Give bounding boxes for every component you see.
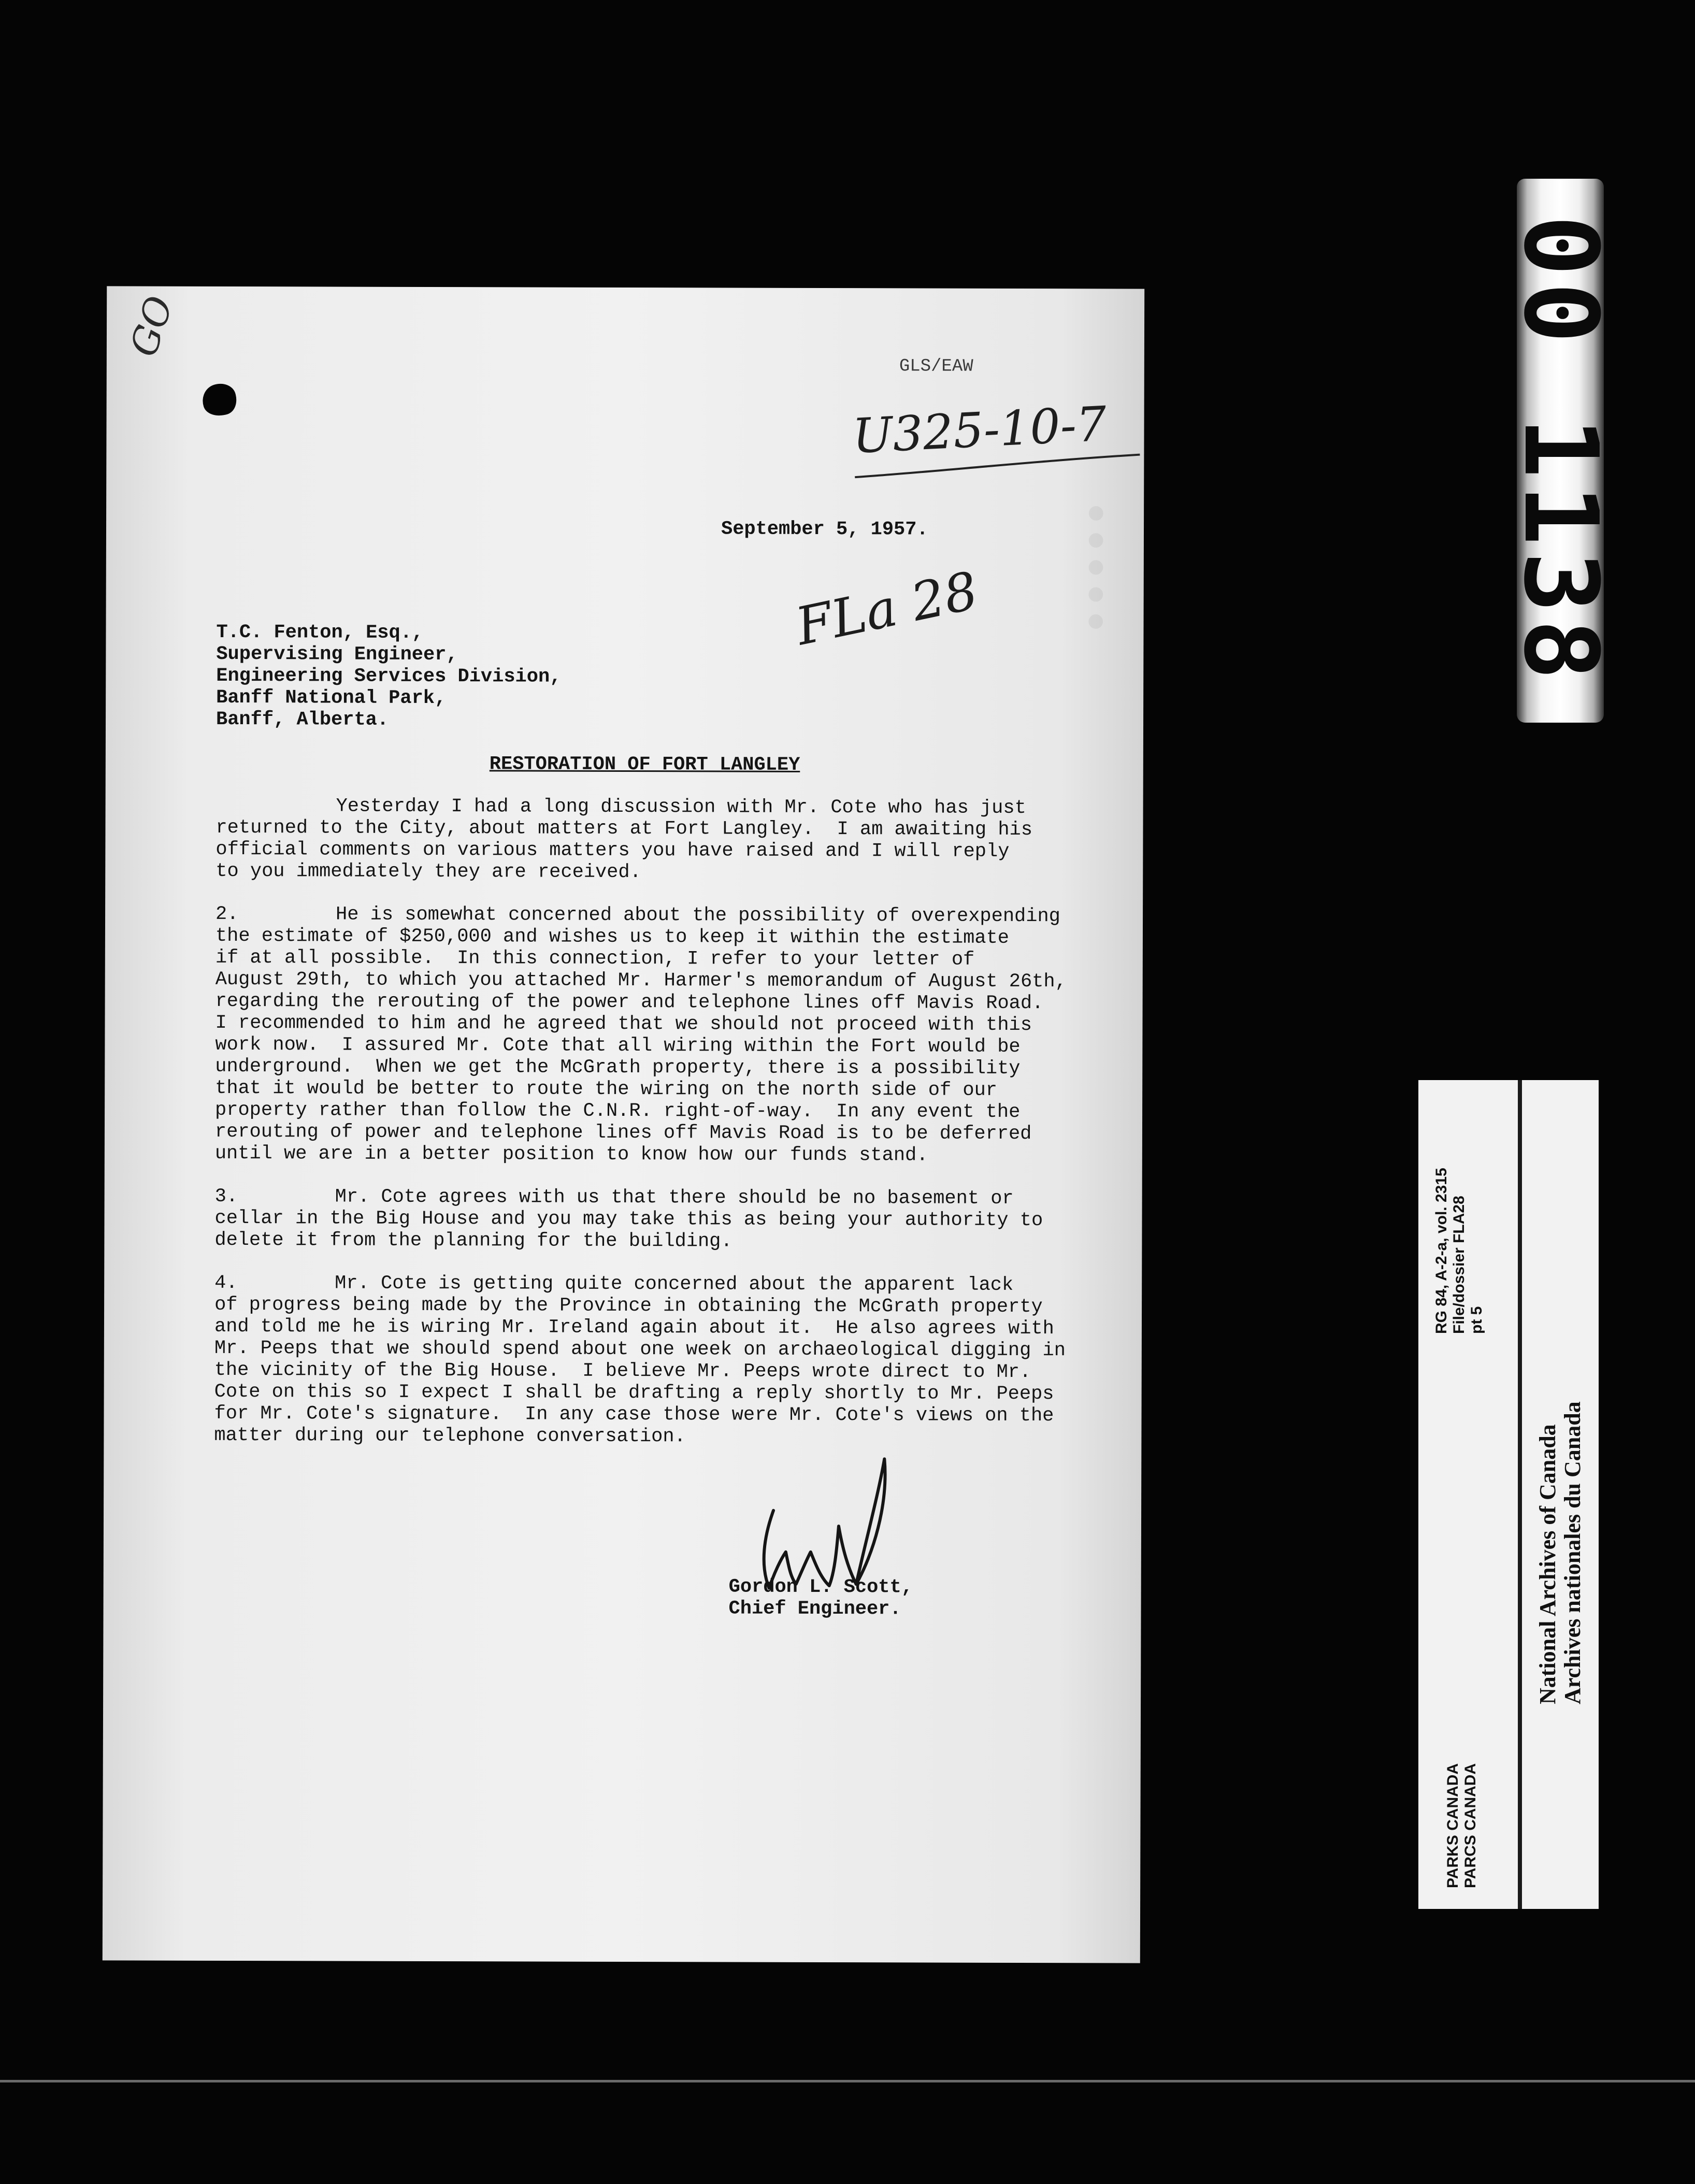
letter-date: September 5, 1957. [721, 518, 928, 541]
punch-hole [198, 379, 241, 420]
recipient-line: Supervising Engineer, [216, 643, 458, 666]
film-edge-line [0, 2080, 1695, 2082]
agency-english: PARKS CANADA [1444, 1763, 1461, 1888]
body-line: Cote on this so I expect I shall be drafting a reply shortly to Mr. Peeps [214, 1381, 1054, 1405]
body-line: returned to the City, about matters at Fort Langley. I am awaiting his [216, 816, 1033, 841]
body-line: He is somewhat concerned about the possibility of overexpending [336, 903, 1060, 928]
body-line: Yesterday I had a long discussion with Mr. Cote who has just [336, 795, 1026, 820]
body-line: the vicinity of the Big House. I believe Mr. Peeps wrote direct to Mr. [214, 1359, 1031, 1384]
recipient-line: Engineering Services Division, [216, 665, 562, 688]
margin-note: GO [121, 291, 182, 362]
body-line: matter during our telephone conversation. [214, 1424, 686, 1448]
paragraph-number: 4. [214, 1272, 238, 1295]
body-line: and told me he is wiring Mr. Ireland again about it. He also agrees with [214, 1315, 1054, 1340]
body-line: Mr. Cote is getting quite concerned about the apparent lack [335, 1272, 1014, 1296]
agency-french: PARCS CANADA [1462, 1763, 1479, 1888]
body-line: property rather than follow the C.N.R. right-of-way. In any event the [215, 1099, 1021, 1124]
body-line: to you immediately they are received. [216, 860, 641, 884]
body-line: I recommended to him and he agreed that we should not proceed with this [215, 1012, 1032, 1037]
reference-initials: GLS/EAW [899, 356, 973, 377]
file-code: FLa 28 [791, 560, 983, 657]
archives-english: National Archives of Canada [1535, 1424, 1560, 1704]
body-line: the estimate of $250,000 and wishes us to keep it within the estimate [215, 925, 1010, 949]
paragraph-number: 3. [214, 1185, 238, 1208]
body-line: Mr. Peeps that we should spend about one week on archaeological digging in [214, 1337, 1066, 1362]
body-line: for Mr. Cote's signature. In any case those were Mr. Cote's views on the [214, 1402, 1054, 1427]
body-line: rerouting of power and telephone lines off Mavis Road is to be deferred [214, 1120, 1032, 1145]
bleed-through-text: ····· [1050, 499, 1142, 636]
body-line: underground. When we get the McGrath property, there is a possibility [215, 1055, 1021, 1080]
body-line: delete it from the planning for the building. [214, 1229, 732, 1253]
archive-part: pt 5 [1468, 1306, 1485, 1334]
body-line: if at all possible. In this connection, I refer to your letter of [215, 946, 975, 971]
paragraph-number: 2. [216, 903, 239, 926]
archive-label [1418, 1080, 1599, 1909]
signature-name: Gordon L. Scott, [728, 1576, 913, 1599]
signature-title: Chief Engineer. [728, 1598, 901, 1620]
body-line: cellar in the Big House and you may take this as being your authority to [214, 1207, 1043, 1232]
frame-number: 00 1138 [1501, 214, 1619, 687]
archives-french: Archives nationales du Canada [1560, 1401, 1585, 1704]
recipient-line: T.C. Fenton, Esq., [216, 621, 424, 644]
body-line: work now. I assured Mr. Cote that all wiring within the Fort would be [215, 1033, 1021, 1058]
body-line: Mr. Cote agrees with us that there should be no basement or [335, 1186, 1014, 1210]
recipient-line: Banff, Alberta. [216, 708, 389, 731]
subject-heading: RESTORATION OF FORT LANGLEY [489, 753, 800, 776]
label-divider [1518, 1080, 1522, 1909]
body-line: official comments on various matters you have raised and I will reply [216, 838, 1010, 863]
body-line: August 29th, to which you attached Mr. Harmer's memorandum of August 26th, [215, 968, 1067, 993]
body-line: until we are in a better position to know how our funds stand. [214, 1142, 928, 1167]
body-line: regarding the rerouting of the power and telephone lines off Mavis Road. [215, 990, 1044, 1015]
frame-counter-strip [1501, 179, 1619, 723]
file-number: U325-10-7 [851, 396, 1108, 464]
file-number-underline [852, 451, 1142, 483]
recipient-line: Banff National Park, [216, 686, 447, 710]
body-line: of progress being made by the Province in obtaining the McGrath property [214, 1294, 1043, 1318]
archive-reference: RG 84, A-2-a, vol. 2315 [1433, 1168, 1450, 1334]
letter-sheet [103, 286, 1144, 1963]
body-line: that it would be better to route the wiring on the north side of our [215, 1077, 998, 1101]
archive-file: File/dossier FLA28 [1450, 1196, 1468, 1334]
